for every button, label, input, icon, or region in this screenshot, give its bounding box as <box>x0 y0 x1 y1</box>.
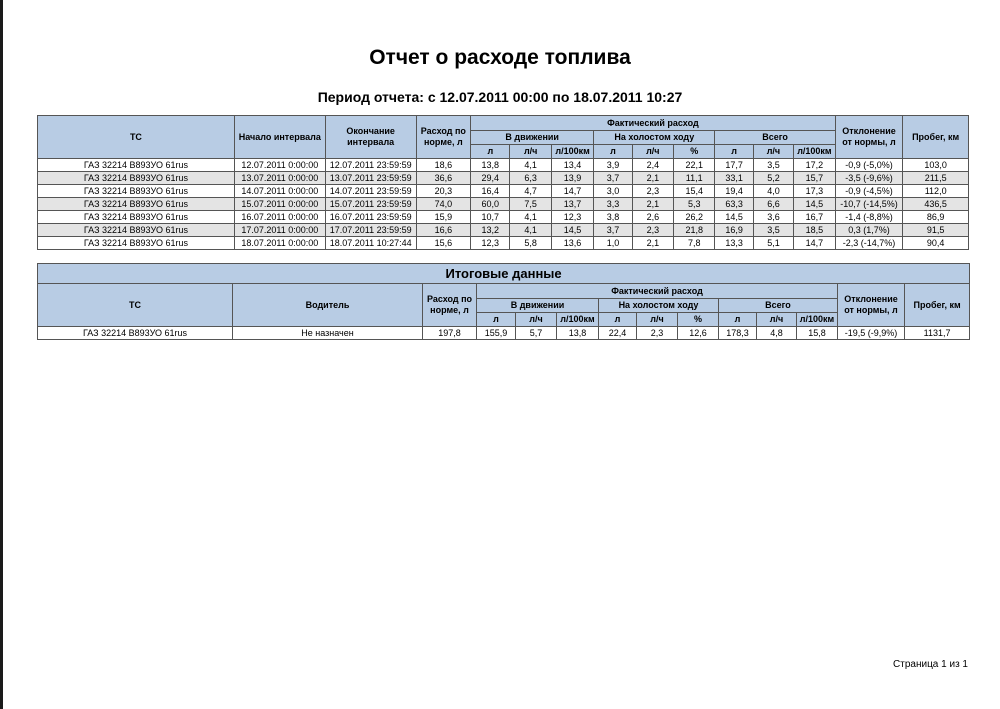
cell-idle-lph: 2,6 <box>632 211 673 224</box>
cell-idle-l: 3,0 <box>594 185 632 198</box>
cell-moving-l100: 12,3 <box>551 211 593 224</box>
header-end: Окончание интервала <box>325 116 416 159</box>
cell-mileage: 86,9 <box>903 211 969 224</box>
table-row <box>38 159 969 172</box>
cell-norm: 16,6 <box>416 224 471 237</box>
subheader-lph: л/ч <box>632 145 673 159</box>
cell-end: 14.07.2011 23:59:59 <box>325 185 416 198</box>
cell-total-l100: 16,7 <box>794 211 836 224</box>
cell-norm: 20,3 <box>416 185 471 198</box>
cell-total-lph: 3,6 <box>753 211 793 224</box>
cell-deviation: -0,9 (-4,5%) <box>835 185 903 198</box>
cell-deviation: -2,3 (-14,7%) <box>835 237 903 250</box>
cell-deviation: -3,5 (-9,6%) <box>835 172 903 185</box>
subheader-l: л <box>471 145 510 159</box>
subheader-l100: л/100км <box>794 145 836 159</box>
subheader-lph: л/ч <box>637 313 678 327</box>
cell-moving-lph: 6,3 <box>510 172 551 185</box>
header-actual: Фактический расход <box>477 284 838 299</box>
cell-norm: 74,0 <box>416 198 471 211</box>
subheader-l: л <box>715 145 753 159</box>
cell-idle-l: 22,4 <box>599 327 637 340</box>
cell-moving-l100: 14,7 <box>551 185 593 198</box>
header-moving: В движении <box>471 131 594 145</box>
cell-idle-l: 3,9 <box>594 159 632 172</box>
header-vehicle: ТС <box>38 284 233 327</box>
header-idle: На холостом ходу <box>599 299 719 313</box>
cell-vehicle: ГАЗ 32214 В893УО 61rus <box>38 327 233 340</box>
cell-moving-lph: 4,1 <box>510 159 551 172</box>
cell-total-lph: 5,2 <box>753 172 793 185</box>
cell-norm: 15,9 <box>416 211 471 224</box>
table-row <box>38 185 969 198</box>
cell-idle-l: 3,7 <box>594 172 632 185</box>
table-row <box>38 172 969 185</box>
cell-vehicle: ГАЗ 32214 В893УО 61rus <box>38 185 235 198</box>
cell-moving-lph: 7,5 <box>510 198 551 211</box>
cell-deviation: -1,4 (-8,8%) <box>835 211 903 224</box>
cell-idle-lph: 2,3 <box>632 185 673 198</box>
cell-start: 16.07.2011 0:00:00 <box>234 211 325 224</box>
cell-vehicle: ГАЗ 32214 В893УО 61rus <box>38 211 235 224</box>
cell-total-lph: 4,0 <box>753 185 793 198</box>
cell-moving-l100: 13,7 <box>551 198 593 211</box>
cell-total-l100: 17,3 <box>794 185 836 198</box>
cell-total-l: 16,9 <box>715 224 753 237</box>
cell-start: 18.07.2011 0:00:00 <box>234 237 325 250</box>
cell-moving-l: 12,3 <box>471 237 510 250</box>
cell-start: 14.07.2011 0:00:00 <box>234 185 325 198</box>
subheader-l: л <box>594 145 632 159</box>
header-deviation: Отклонение от нормы, л <box>835 116 903 159</box>
cell-moving-lph: 5,7 <box>516 327 557 340</box>
header-mileage: Пробег, км <box>903 116 969 159</box>
subheader-pct: % <box>674 145 715 159</box>
cell-moving-l100: 14,5 <box>551 224 593 237</box>
header-total: Всего <box>715 131 835 145</box>
fuel-consumption-table <box>37 115 969 250</box>
cell-deviation: -19,5 (-9,9%) <box>838 327 905 340</box>
cell-idle-lph: 2,3 <box>632 224 673 237</box>
cell-mileage: 91,5 <box>903 224 969 237</box>
cell-end: 18.07.2011 10:27:44 <box>325 237 416 250</box>
cell-total-l100: 14,5 <box>794 198 836 211</box>
cell-moving-l: 13,8 <box>471 159 510 172</box>
cell-mileage: 112,0 <box>903 185 969 198</box>
cell-total-l: 178,3 <box>719 327 757 340</box>
cell-moving-lph: 4,7 <box>510 185 551 198</box>
cell-mileage: 436,5 <box>903 198 969 211</box>
cell-end: 15.07.2011 23:59:59 <box>325 198 416 211</box>
cell-deviation: -10,7 (-14,5%) <box>835 198 903 211</box>
cell-vehicle: ГАЗ 32214 В893УО 61rus <box>38 159 235 172</box>
cell-idle-pct: 5,3 <box>674 198 715 211</box>
cell-moving-l: 29,4 <box>471 172 510 185</box>
report-period: Период отчета: с 12.07.2011 00:00 по 18.07.2011 10:27 <box>317 89 683 105</box>
cell-total-l: 63,3 <box>715 198 753 211</box>
cell-vehicle: ГАЗ 32214 В893УО 61rus <box>38 172 235 185</box>
cell-total-l100: 17,2 <box>794 159 836 172</box>
table-row <box>38 237 969 250</box>
cell-moving-l: 10,7 <box>471 211 510 224</box>
cell-idle-lph: 2,1 <box>632 237 673 250</box>
page-number: Страница 1 из 1 <box>893 659 968 670</box>
header-idle: На холостом ходу <box>594 131 715 145</box>
subheader-lph: л/ч <box>516 313 557 327</box>
cell-moving-lph: 4,1 <box>510 211 551 224</box>
cell-total-l100: 14,7 <box>794 237 836 250</box>
cell-start: 15.07.2011 0:00:00 <box>234 198 325 211</box>
header-norm: Расход по норме, л <box>416 116 471 159</box>
cell-idle-l: 1,0 <box>594 237 632 250</box>
header-norm: Расход по норме, л <box>423 284 477 327</box>
header-driver: Водитель <box>233 284 423 327</box>
cell-total-l100: 18,5 <box>794 224 836 237</box>
subheader-l100: л/100км <box>551 145 593 159</box>
cell-moving-l100: 13,4 <box>551 159 593 172</box>
cell-mileage: 90,4 <box>903 237 969 250</box>
cell-end: 16.07.2011 23:59:59 <box>325 211 416 224</box>
cell-total-l: 33,1 <box>715 172 753 185</box>
subheader-lph: л/ч <box>757 313 797 327</box>
table-row <box>38 198 969 211</box>
cell-total-l: 17,7 <box>715 159 753 172</box>
cell-moving-l: 13,2 <box>471 224 510 237</box>
cell-mileage: 1131,7 <box>905 327 970 340</box>
cell-total-l: 14,5 <box>715 211 753 224</box>
cell-idle-lph: 2,4 <box>632 159 673 172</box>
cell-idle-pct: 7,8 <box>674 237 715 250</box>
cell-moving-lph: 4,1 <box>510 224 551 237</box>
cell-norm: 36,6 <box>416 172 471 185</box>
cell-idle-pct: 12,6 <box>678 327 719 340</box>
cell-total-l100: 15,7 <box>794 172 836 185</box>
cell-vehicle: ГАЗ 32214 В893УО 61rus <box>38 224 235 237</box>
subheader-pct: % <box>678 313 719 327</box>
cell-idle-l: 3,8 <box>594 211 632 224</box>
subheader-l100: л/100км <box>557 313 599 327</box>
subheader-l: л <box>477 313 516 327</box>
cell-idle-pct: 15,4 <box>674 185 715 198</box>
cell-idle-lph: 2,1 <box>632 198 673 211</box>
cell-moving-l: 16,4 <box>471 185 510 198</box>
cell-start: 17.07.2011 0:00:00 <box>234 224 325 237</box>
header-actual: Фактический расход <box>471 116 836 131</box>
totals-section-title: Итоговые данные <box>38 264 970 284</box>
cell-total-lph: 5,1 <box>753 237 793 250</box>
report-title: Отчет о расходе топлива <box>369 46 631 69</box>
cell-idle-pct: 11,1 <box>674 172 715 185</box>
cell-total-l100: 15,8 <box>797 327 838 340</box>
cell-moving-lph: 5,8 <box>510 237 551 250</box>
header-total: Всего <box>719 299 838 313</box>
cell-total-lph: 6,6 <box>753 198 793 211</box>
cell-idle-l: 3,3 <box>594 198 632 211</box>
cell-moving-l: 155,9 <box>477 327 516 340</box>
cell-moving-l100: 13,6 <box>551 237 593 250</box>
cell-norm: 18,6 <box>416 159 471 172</box>
cell-vehicle: ГАЗ 32214 В893УО 61rus <box>38 237 235 250</box>
cell-idle-pct: 21,8 <box>674 224 715 237</box>
cell-vehicle: ГАЗ 32214 В893УО 61rus <box>38 198 235 211</box>
cell-idle-pct: 26,2 <box>674 211 715 224</box>
header-mileage: Пробег, км <box>905 284 970 327</box>
header-vehicle: ТС <box>38 116 235 159</box>
cell-mileage: 211,5 <box>903 172 969 185</box>
totals-table <box>37 263 970 340</box>
cell-mileage: 103,0 <box>903 159 969 172</box>
cell-deviation: 0,3 (1,7%) <box>835 224 903 237</box>
cell-idle-l: 3,7 <box>594 224 632 237</box>
cell-total-lph: 3,5 <box>753 159 793 172</box>
cell-total-lph: 4,8 <box>757 327 797 340</box>
cell-driver: Не назначен <box>233 327 423 340</box>
cell-total-lph: 3,5 <box>753 224 793 237</box>
cell-end: 17.07.2011 23:59:59 <box>325 224 416 237</box>
cell-norm: 15,6 <box>416 237 471 250</box>
table-row <box>38 224 969 237</box>
cell-end: 13.07.2011 23:59:59 <box>325 172 416 185</box>
subheader-lph: л/ч <box>753 145 793 159</box>
table-row <box>38 211 969 224</box>
cell-total-l: 19,4 <box>715 185 753 198</box>
cell-deviation: -0,9 (-5,0%) <box>835 159 903 172</box>
cell-moving-l100: 13,8 <box>557 327 599 340</box>
cell-norm: 197,8 <box>423 327 477 340</box>
page-edge-shadow <box>0 0 3 709</box>
cell-idle-pct: 22,1 <box>674 159 715 172</box>
cell-idle-lph: 2,1 <box>632 172 673 185</box>
cell-total-l: 13,3 <box>715 237 753 250</box>
cell-end: 12.07.2011 23:59:59 <box>325 159 416 172</box>
cell-start: 12.07.2011 0:00:00 <box>234 159 325 172</box>
totals-row <box>38 327 970 340</box>
subheader-l100: л/100км <box>797 313 838 327</box>
header-deviation: Отклонение от нормы, л <box>838 284 905 327</box>
cell-moving-l100: 13,9 <box>551 172 593 185</box>
cell-start: 13.07.2011 0:00:00 <box>234 172 325 185</box>
cell-idle-lph: 2,3 <box>637 327 678 340</box>
subheader-l: л <box>599 313 637 327</box>
header-start: Начало интервала <box>234 116 325 159</box>
subheader-lph: л/ч <box>510 145 551 159</box>
cell-moving-l: 60,0 <box>471 198 510 211</box>
header-moving: В движении <box>477 299 599 313</box>
subheader-l: л <box>719 313 757 327</box>
